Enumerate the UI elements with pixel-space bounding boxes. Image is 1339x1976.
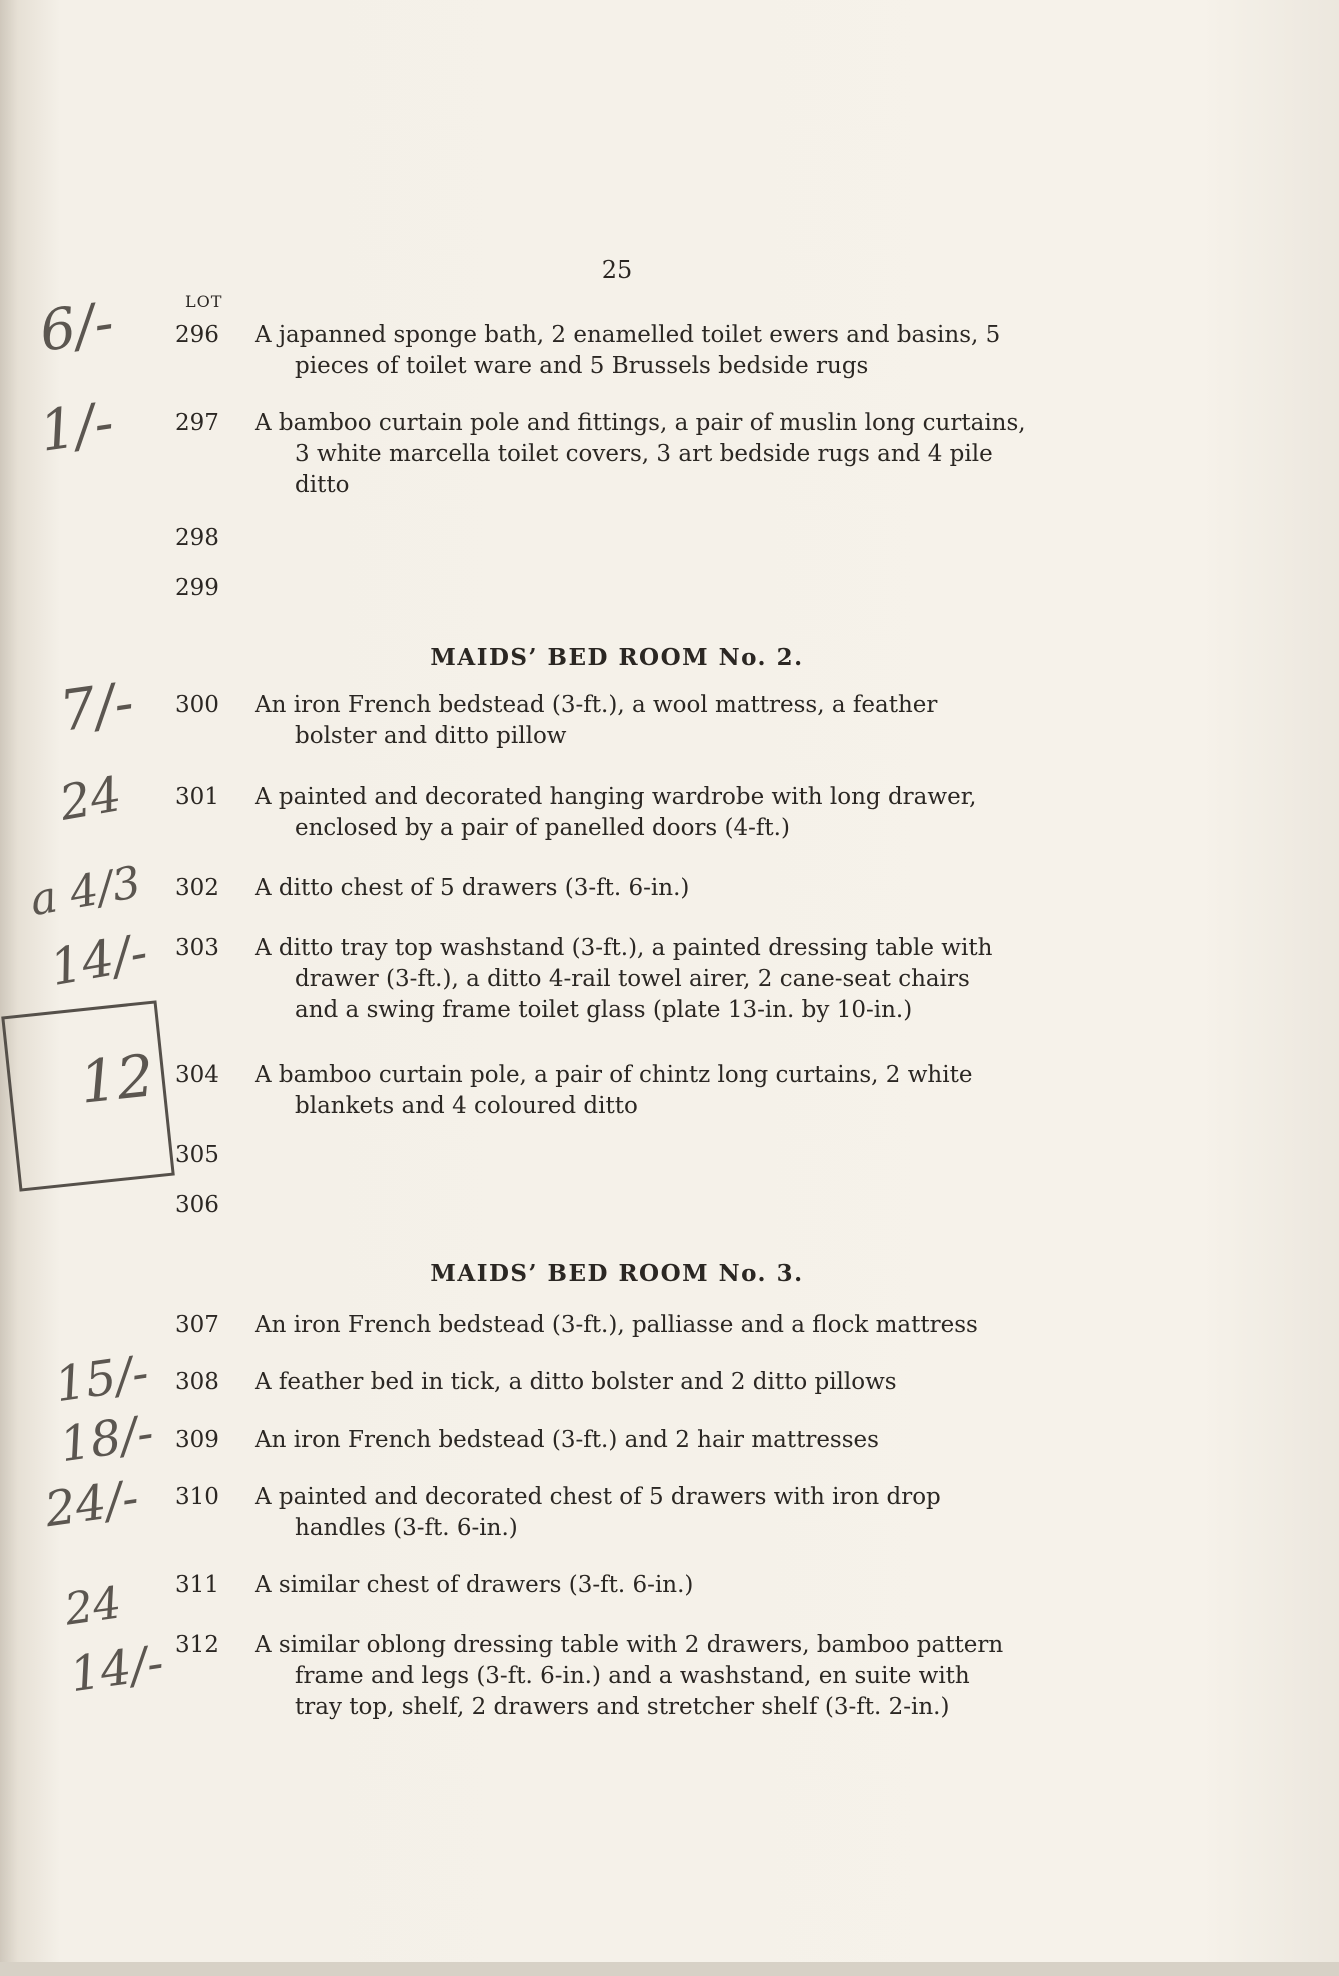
lot-number: 306: [175, 1192, 219, 1218]
description-line: frame and legs (3-ft. 6-in.) and a washstand, en suite with: [295, 1663, 970, 1689]
handwritten-price: 18/-: [56, 1404, 157, 1474]
description-line: blankets and 4 coloured ditto: [295, 1093, 638, 1119]
handwritten-price: 24/-: [41, 1469, 142, 1539]
description-line: A similar chest of drawers (3-ft. 6-in.): [255, 1572, 694, 1598]
description-line: A bamboo curtain pole and fittings, a pair of muslin long curtains,: [255, 410, 1026, 436]
section-heading: MAIDS’ BED ROOM No. 3.: [430, 1260, 804, 1287]
handwritten-price: 7/-: [55, 670, 138, 745]
lot-number: 303: [175, 935, 219, 961]
lot-number: 299: [175, 575, 219, 601]
lot-number: 310: [175, 1484, 219, 1510]
description-line: ditto: [295, 472, 350, 498]
lot-number: 307: [175, 1312, 219, 1338]
handwritten-price: a 4/3: [26, 856, 145, 927]
description-line: bolster and ditto pillow: [295, 723, 567, 749]
lot-description: [255, 1630, 1055, 1723]
handwritten-price: 12: [76, 1041, 158, 1117]
description-line: An iron French bedstead (3-ft.) and 2 hair mattresses: [255, 1427, 879, 1453]
handwritten-price: 24: [55, 766, 126, 832]
lot-description: [255, 1482, 1055, 1544]
handwritten-price: 14/-: [45, 922, 152, 998]
description-line: and a swing frame toilet glass (plate 13-in. by 10-in.): [295, 997, 913, 1023]
lot-description: [255, 1570, 1055, 1601]
handwritten-price: 6/-: [35, 290, 118, 365]
handwritten-price: 14/-: [66, 1634, 167, 1704]
lot-number: 312: [175, 1632, 219, 1658]
description-line: An iron French bedstead (3-ft.), a wool mattress, a feather: [255, 692, 938, 718]
lot-description: [255, 1425, 1055, 1456]
description-line: A ditto tray top washstand (3-ft.), a painted dressing table with: [255, 935, 993, 961]
lot-description: [255, 320, 1055, 382]
lot-description: [255, 1060, 1055, 1122]
page-number: 25: [601, 256, 633, 284]
description-line: A bamboo curtain pole, a pair of chintz long curtains, 2 white: [255, 1062, 973, 1088]
description-line: A painted and decorated hanging wardrobe with long drawer,: [255, 784, 977, 810]
lot-number: 298: [175, 525, 219, 551]
lot-number: 304: [175, 1062, 219, 1088]
handwritten-price: 15/-: [51, 1344, 152, 1414]
description-line: handles (3-ft. 6-in.): [295, 1515, 518, 1541]
description-line: A painted and decorated chest of 5 drawers with iron drop: [255, 1484, 941, 1510]
lot-description: [255, 408, 1055, 501]
lot-number: 305: [175, 1142, 219, 1168]
description-line: A japanned sponge bath, 2 enamelled toilet ewers and basins, 5: [255, 322, 1001, 348]
lot-number: 300: [175, 692, 219, 718]
lot-description: [255, 782, 1055, 844]
description-line: A feather bed in tick, a ditto bolster and 2 ditto pillows: [255, 1369, 897, 1395]
description-line: A similar oblong dressing table with 2 drawers, bamboo pattern: [255, 1632, 1004, 1658]
lot-number: 309: [175, 1427, 219, 1453]
description-line: 3 white marcella toilet covers, 3 art bedside rugs and 4 pile: [295, 441, 993, 467]
handwritten-price: 24: [61, 1577, 125, 1636]
lot-number: 301: [175, 784, 219, 810]
lot-number: 308: [175, 1369, 219, 1395]
lot-description: [255, 873, 1055, 904]
lot-number: 311: [175, 1572, 219, 1598]
lot-description: [255, 1310, 1055, 1341]
description-line: A ditto chest of 5 drawers (3-ft. 6-in.): [255, 875, 690, 901]
lot-description: [255, 1367, 1055, 1398]
lot-number: 296: [175, 322, 219, 348]
description-line: enclosed by a pair of panelled doors (4-ft.): [295, 815, 790, 841]
description-line: drawer (3-ft.), a ditto 4-rail towel airer, 2 cane-seat chairs: [295, 966, 970, 992]
description-line: tray top, shelf, 2 drawers and stretcher shelf (3-ft. 2-in.): [295, 1694, 950, 1720]
lot-number: 302: [175, 875, 219, 901]
description-line: An iron French bedstead (3-ft.), palliasse and a flock mattress: [255, 1312, 978, 1338]
description-line: pieces of toilet ware and 5 Brussels bedside rugs: [295, 353, 869, 379]
section-heading: MAIDS’ BED ROOM No. 2.: [430, 644, 804, 671]
lot-description: [255, 933, 1055, 1026]
lot-description: [255, 690, 1055, 752]
lot-number: 297: [175, 410, 219, 436]
handwritten-price: 1/-: [35, 390, 118, 465]
lot-column-label: LOT: [185, 292, 223, 311]
